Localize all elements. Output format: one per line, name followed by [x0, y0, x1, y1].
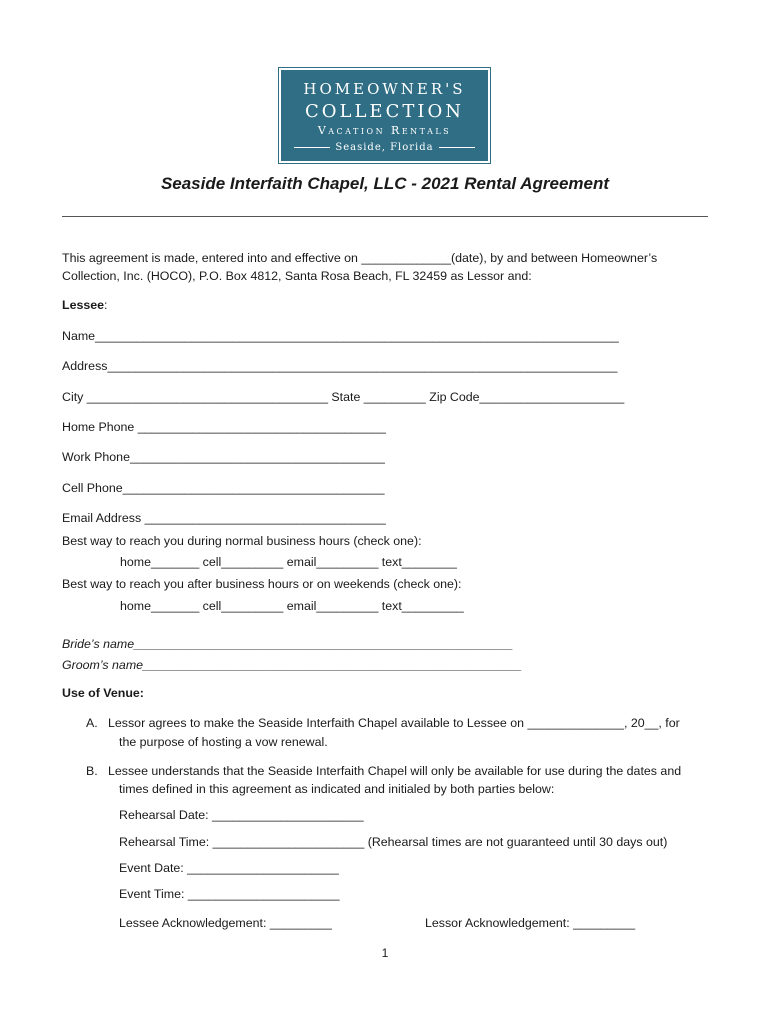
- item-a-line-1: Lessor agrees to make the Seaside Interfaith Chapel available to Lessee on ______________, 20__, for: [108, 716, 680, 730]
- lessee-acknowledgement-field[interactable]: Lessee Acknowledgement: _________: [119, 916, 332, 930]
- logo-line-2: COLLECTION: [305, 101, 464, 122]
- logo-line-3: Vacation Rentals: [317, 124, 452, 137]
- use-of-venue-heading: Use of Venue:: [62, 686, 144, 700]
- home-phone-field[interactable]: Home Phone ____________________________________: [62, 420, 386, 434]
- cell-phone-field[interactable]: Cell Phone______________________________________: [62, 481, 385, 495]
- grooms-name-field[interactable]: Groom’s name_______________________________________________________: [62, 658, 523, 672]
- item-b-line-1: Lessee understands that the Seaside Interfaith Chapel will only be available for use during the dates and: [108, 764, 682, 778]
- title-divider: [62, 216, 708, 217]
- logo-line-1: HOMEOWNER'S: [303, 80, 466, 98]
- logo-location: Seaside, Florida: [335, 142, 434, 153]
- email-field[interactable]: Email Address ___________________________________: [62, 511, 386, 525]
- city-state-zip-field[interactable]: City ___________________________________ State _________ Zip Code_____________________: [62, 390, 625, 404]
- lessee-heading-text: Lessee: [62, 298, 105, 312]
- item-b-marker: B.: [86, 764, 98, 778]
- rehearsal-date-field[interactable]: Rehearsal Date: ______________________: [119, 808, 364, 822]
- business-hours-options[interactable]: home_______ cell_________ email_________ text________: [120, 555, 457, 569]
- address-field[interactable]: Address__________________________________________________________________________: [62, 359, 618, 373]
- brides-name-field[interactable]: Bride’s name_______________________________________________________: [62, 637, 514, 651]
- item-a-marker: A.: [86, 716, 98, 730]
- name-field[interactable]: Name____________________________________________________________________________: [62, 329, 619, 343]
- lessee-heading-colon: :: [104, 298, 108, 312]
- item-b-line-2: times defined in this agreement as indicated and initialed by both parties below:: [119, 782, 555, 796]
- lessor-acknowledgement-field[interactable]: Lessor Acknowledgement: _________: [425, 916, 636, 930]
- logo-line-4: [281, 142, 488, 153]
- rehearsal-time-field[interactable]: Rehearsal Time: ______________________ (Rehearsal times are not guaranteed until 30 days out): [119, 835, 668, 849]
- intro-line-1: This agreement is made, entered into and effective on _____________(date), by and between Homeowner’s: [62, 251, 658, 265]
- company-logo: [279, 68, 490, 163]
- event-date-field[interactable]: Event Date: ______________________: [119, 861, 339, 875]
- after-hours-question: Best way to reach you after business hours or on weekends (check one):: [62, 577, 462, 591]
- event-time-field[interactable]: Event Time: ______________________: [119, 887, 340, 901]
- after-hours-options[interactable]: home_______ cell_________ email_________ text_________: [120, 599, 464, 613]
- business-hours-question: Best way to reach you during normal business hours (check one):: [62, 534, 422, 548]
- page-number: 1: [381, 946, 389, 960]
- intro-line-2: Collection, Inc. (HOCO), P.O. Box 4812, Santa Rosa Beach, FL 32459 as Lessor and:: [62, 269, 532, 283]
- lessee-heading: [62, 296, 107, 314]
- document-title: Seaside Interfaith Chapel, LLC - 2021 Rental Agreement: [160, 174, 610, 193]
- work-phone-field[interactable]: Work Phone_____________________________________: [62, 450, 385, 464]
- item-a-line-2: the purpose of hosting a vow renewal.: [119, 735, 328, 749]
